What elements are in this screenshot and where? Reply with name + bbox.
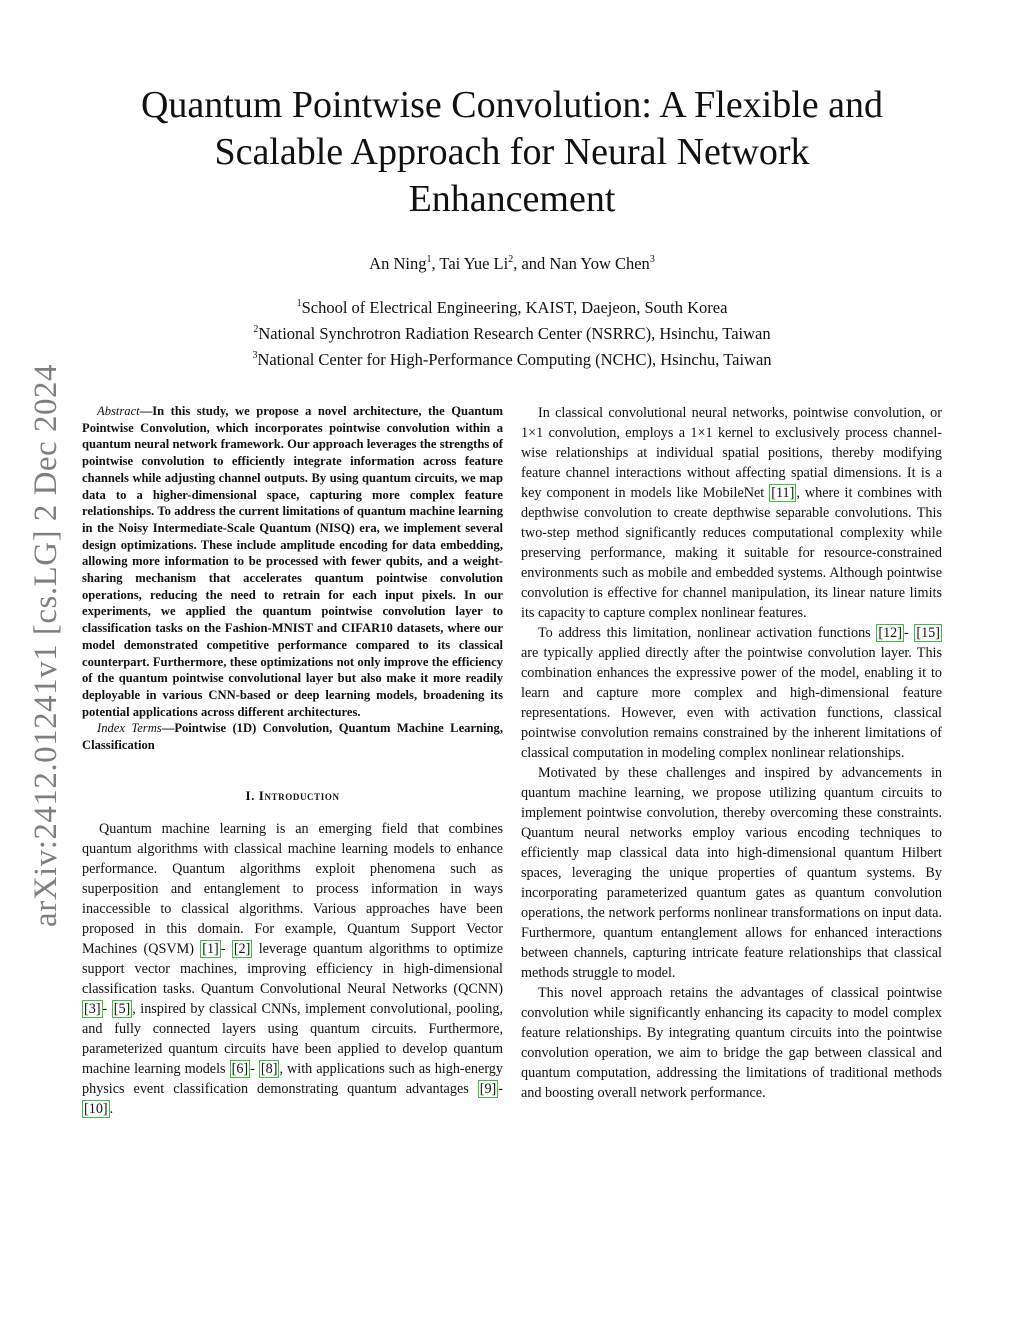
affiliation-sup: 1 xyxy=(296,298,302,309)
citation-link[interactable]: [11] xyxy=(771,485,795,501)
body-paragraph xyxy=(521,623,942,763)
affiliation xyxy=(82,345,942,371)
body-paragraph xyxy=(521,403,942,623)
affiliation-sup: 3 xyxy=(252,350,258,361)
text-run: are typically applied directly after the pointwise convolution layer. This combination enhances the expressive power of the model, enabling it to learn and capture more complex and high-dimensional feature representations. However, even with activation functions, classical pointwise convolution remains constrained by the inherent limitations of classical computation in modeling complex nonlinear relationships. xyxy=(521,645,942,761)
author-sup: 1 xyxy=(426,254,432,265)
author-sup: 3 xyxy=(649,254,655,265)
affiliation-text: National Synchrotron Radiation Research Center (NSRRC), Hsinchu, Taiwan xyxy=(258,324,771,343)
arxiv-stamp xyxy=(26,360,66,930)
author-name: Tai Yue Li xyxy=(439,254,509,273)
body-paragraph: This novel approach retains the advantages of classical pointwise convolution while significantly enhancing its capacity to model complex feature relationships. By integrating quantum circuits into the pointwise convolution operation, we aim to bridge the gap between classical and quantum computation, addressing the limitations of traditional methods and boosting overall network performance. xyxy=(521,985,942,1101)
text-run: - xyxy=(903,625,915,641)
text-run: In classical convolutional neural networks, pointwise convolution, or 1×1 convolution, employs a 1×1 kernel to exclusively process channel-wise relationships at individual spatial positions, thereby modifying feature channel interactions without affecting spatial dimensions. It is a key component in models like MobileNet xyxy=(521,405,942,501)
left-column xyxy=(82,403,503,1119)
affiliation xyxy=(82,319,942,345)
text-run: , inspired by classical CNNs, implement convolutional, pooling, and fully connected layers using quantum circuits. Furthermore, parameterized quantum circuits have been applied to develop quantum machine learning models xyxy=(82,1000,503,1077)
title-line: Scalable Approach for Neural Network xyxy=(214,131,810,173)
citation-link[interactable]: [5] xyxy=(113,1000,131,1017)
text-run: , where it combines with depthwise convolution to create depthwise separable convolutions. This two-step method significantly reduces computational complexity while preserving performance, making it suitable for resource-constrained environments such as mobile and embedded systems. Although pointwise convolution is effective for channel manipulation, its linear nature limits its capacity to capture complex nonlinear features. xyxy=(521,485,943,621)
citation-link[interactable]: [6] xyxy=(231,1060,249,1077)
index-terms xyxy=(82,720,503,753)
title-line: Quantum Pointwise Convolution: A Flexible and xyxy=(140,84,884,126)
text-run: - xyxy=(220,940,232,957)
author-name: Nan Yow Chen xyxy=(549,254,650,273)
abstract-text: —In this study, we propose a novel architecture, the Quantum Pointwise Convolution, which incorporates pointwise convolution within a quantum neural network framework. Our approach leverages the strengths of pointwise convolution to efficiently integrate information across feature channels while adjusting channel outputs. By using quantum circuits, we map data to a higher-dimensional space, capturing more complex feature relationships. To address the current limitations of quantum machine learning in the Noisy Intermediate-Scale Quantum (NISQ) era, we implement several design optimizations. These include amplitude encoding for data embedding, allowing more information to be processed with fewer qubits, and a weight-sharing mechanism that accelerates quantum pointwise convolution operations, reducing the need to retrain for each input pixels. In our experiments, we applied the quantum pointwise convolution layer to classification tasks on the Fashion-MNIST and CIFAR10 datasets, where our model demonstrated competitive performance compared to its classical counterpart. Furthermore, these optimizations not only improve the efficiency of the quantum pointwise convolutional layer but also make it more readily deployable in various CNN-based or deep learning models, broadening its potential applications across different architectures. xyxy=(82,404,503,719)
intro-paragraph xyxy=(82,819,503,1119)
citation-link[interactable]: [3] xyxy=(84,1000,101,1017)
section-heading: I. Introduction xyxy=(245,787,340,803)
text-run: . xyxy=(109,1100,114,1117)
citation-link[interactable]: [9] xyxy=(479,1080,497,1097)
title-line: Enhancement xyxy=(408,178,616,220)
abstract xyxy=(82,403,503,720)
text-run: Quantum machine learning is an emerging field that combines quantum algorithms with classical machine learning models to enhance performance. Quantum algorithms exploit phenomena such as superposition and entanglement to process information in ways inaccessible to classical algorithms. Various approaches have been proposed in this domain. For example, Quantum Support Vector Machines (QSVM) xyxy=(82,820,503,957)
text-run: - xyxy=(498,1080,503,1097)
citation-link[interactable]: [15] xyxy=(916,625,940,641)
abstract-label: Abstract xyxy=(97,404,140,418)
arxiv-id: arXiv:2412.01241v1 [cs.LG] 2 Dec 2024 xyxy=(27,363,64,927)
text-run: - xyxy=(102,1000,112,1017)
text-run: , with applications such as high-energy physics event classification demonstrating quantum advantages xyxy=(82,1060,503,1097)
citation-link[interactable]: [8] xyxy=(260,1060,278,1077)
affiliation-list xyxy=(82,293,942,371)
body-paragraph: Motivated by these challenges and inspired by advancements in quantum machine learning, we propose utilizing quantum circuits to implement pointwise convolution, thereby overcoming these constraints. Quantum neural networks employ various encoding techniques to efficiently map classical data into high-dimensional quantum Hilbert spaces, leveraging the unique properties of quantum systems. By incorporating parameterized quantum gates as quantum convolution operations, the network performs nonlinear transformations on input data. Furthermore, quantum entanglement allows for enhanced interactions between channels, capturing intricate feature relationships that classical methods struggle to model. xyxy=(521,765,942,981)
citation-link[interactable]: [10] xyxy=(84,1100,108,1117)
affiliation xyxy=(82,293,942,319)
author-list: An Ning$^1$, Tai Yue Li$^2$, and Nan Yow Chen$^3$ xyxy=(369,254,655,273)
author-sup: 2 xyxy=(508,254,514,265)
right-column xyxy=(521,403,942,1103)
index-terms-label: Index Terms xyxy=(97,721,162,736)
citation-link[interactable]: [1] xyxy=(202,940,219,957)
text-run: To address this limitation, nonlinear activation functions xyxy=(538,625,877,641)
author-name: An Ning xyxy=(369,254,427,273)
affiliation-text: School of Electrical Engineering, KAIST, Daejeon, South Korea xyxy=(301,298,728,317)
text-run: leverage quantum algorithms to optimize support vector machines, improving efficiency in high-dimensional classification tasks. Quantum Convolutional Neural Networks (QCNN) xyxy=(82,940,503,997)
paper-title xyxy=(82,82,942,223)
paper-header xyxy=(82,82,942,371)
citation-link[interactable]: [12] xyxy=(878,625,902,641)
text-run: - xyxy=(250,1060,259,1077)
affiliation-sup: 2 xyxy=(253,324,259,335)
affiliation-text: National Center for High-Performance Computing (NCHC), Hsinchu, Taiwan xyxy=(257,350,772,369)
index-terms-text: —Pointwise (1D) Convolution, Quantum Machine Learning, Classification xyxy=(82,721,504,753)
citation-link[interactable]: [2] xyxy=(233,940,251,957)
